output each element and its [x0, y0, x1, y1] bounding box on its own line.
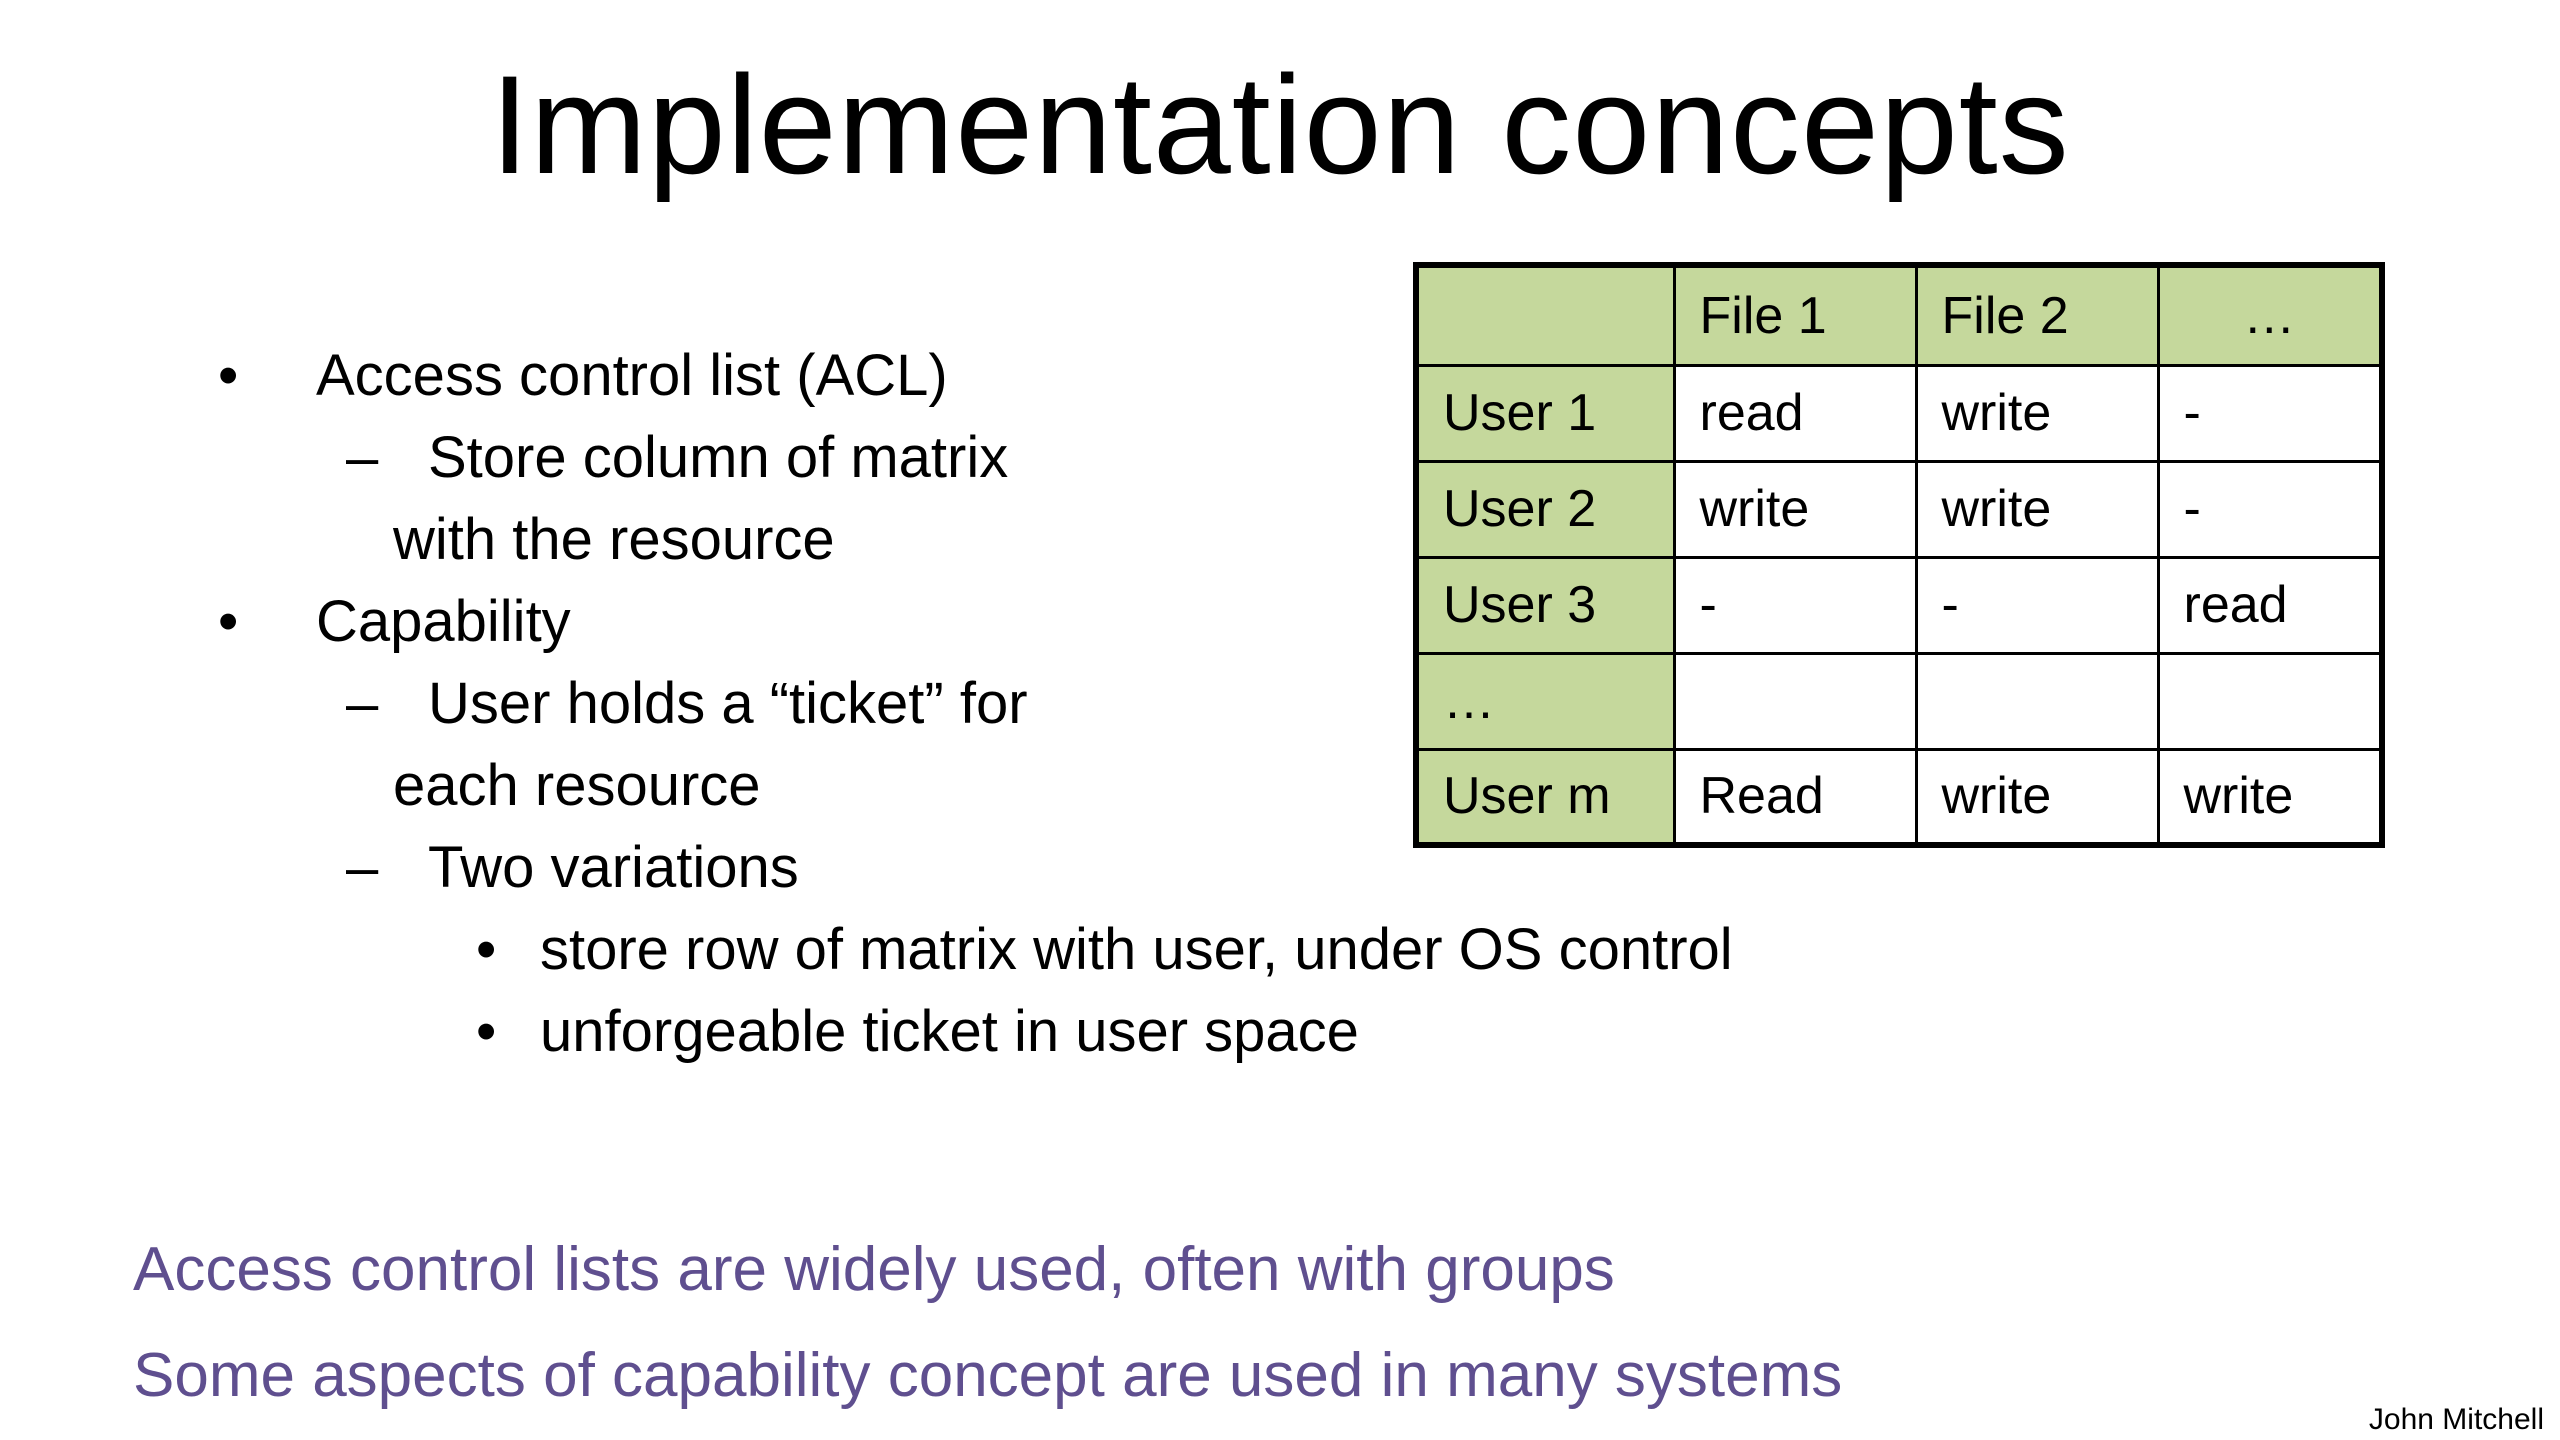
summary-line-capability: Some aspects of capability concept are used in many systems [133, 1341, 1843, 1410]
sub-bullet-variations: Two variations [428, 835, 799, 900]
slide-title: Implementation concepts [490, 46, 2070, 203]
bullet-marker: • [218, 589, 239, 654]
matrix-row-header: User 2 [1416, 461, 1674, 557]
matrix-cell [2158, 653, 2382, 749]
matrix-cell: write [1916, 749, 2158, 845]
matrix-row-header: User m [1416, 749, 1674, 845]
matrix-row [1416, 749, 2382, 845]
bullet-capability: Capability [316, 589, 571, 654]
matrix-column-header: File 1 [1674, 265, 1916, 365]
matrix-cell: - [1916, 557, 2158, 653]
matrix-corner-cell [1416, 265, 1674, 365]
sub-bullet-marker: – [346, 425, 379, 490]
matrix-cell: write [1674, 461, 1916, 557]
sub-bullet-acl-line2: with the resource [393, 507, 835, 572]
matrix-cell: write [2158, 749, 2382, 845]
matrix-cell: read [1674, 365, 1916, 461]
access-control-matrix [1413, 262, 2385, 848]
matrix-row [1416, 365, 2382, 461]
sub-bullet-acl-line1: Store column of matrix [428, 425, 1009, 490]
bullet-marker: • [218, 343, 239, 408]
matrix-cell: write [1916, 365, 2158, 461]
matrix-cell [1916, 653, 2158, 749]
matrix-cell: write [1916, 461, 2158, 557]
matrix-cell: Read [1674, 749, 1916, 845]
matrix-row-header: User 3 [1416, 557, 1674, 653]
sub-bullet-marker: – [346, 835, 379, 900]
matrix-header-row [1416, 265, 2382, 365]
matrix-cell: - [2158, 365, 2382, 461]
matrix-row [1416, 557, 2382, 653]
matrix-cell: - [2158, 461, 2382, 557]
matrix-cell: read [2158, 557, 2382, 653]
author-credit: John Mitchell [2368, 1403, 2544, 1436]
sub-sub-bullet-marker: • [476, 999, 497, 1064]
matrix-column-header: … [2158, 265, 2382, 365]
sub-bullet-ticket-line2: each resource [393, 753, 761, 818]
sub-sub-bullet-marker: • [476, 917, 497, 982]
sub-bullet-ticket-line1: User holds a “ticket” for [428, 671, 1028, 736]
matrix-row-header: … [1416, 653, 1674, 749]
sub-bullet-marker: – [346, 671, 379, 736]
matrix-row [1416, 653, 2382, 749]
matrix-cell [1674, 653, 1916, 749]
matrix-cell: - [1674, 557, 1916, 653]
matrix-row [1416, 461, 2382, 557]
sub-sub-bullet-os-control: store row of matrix with user, under OS control [540, 917, 1733, 982]
matrix-column-header: File 2 [1916, 265, 2158, 365]
sub-sub-bullet-user-space: unforgeable ticket in user space [540, 999, 1359, 1064]
bullet-acl: Access control list (ACL) [316, 343, 948, 408]
summary-line-acl: Access control lists are widely used, often with groups [133, 1235, 1615, 1304]
matrix-row-header: User 1 [1416, 365, 1674, 461]
